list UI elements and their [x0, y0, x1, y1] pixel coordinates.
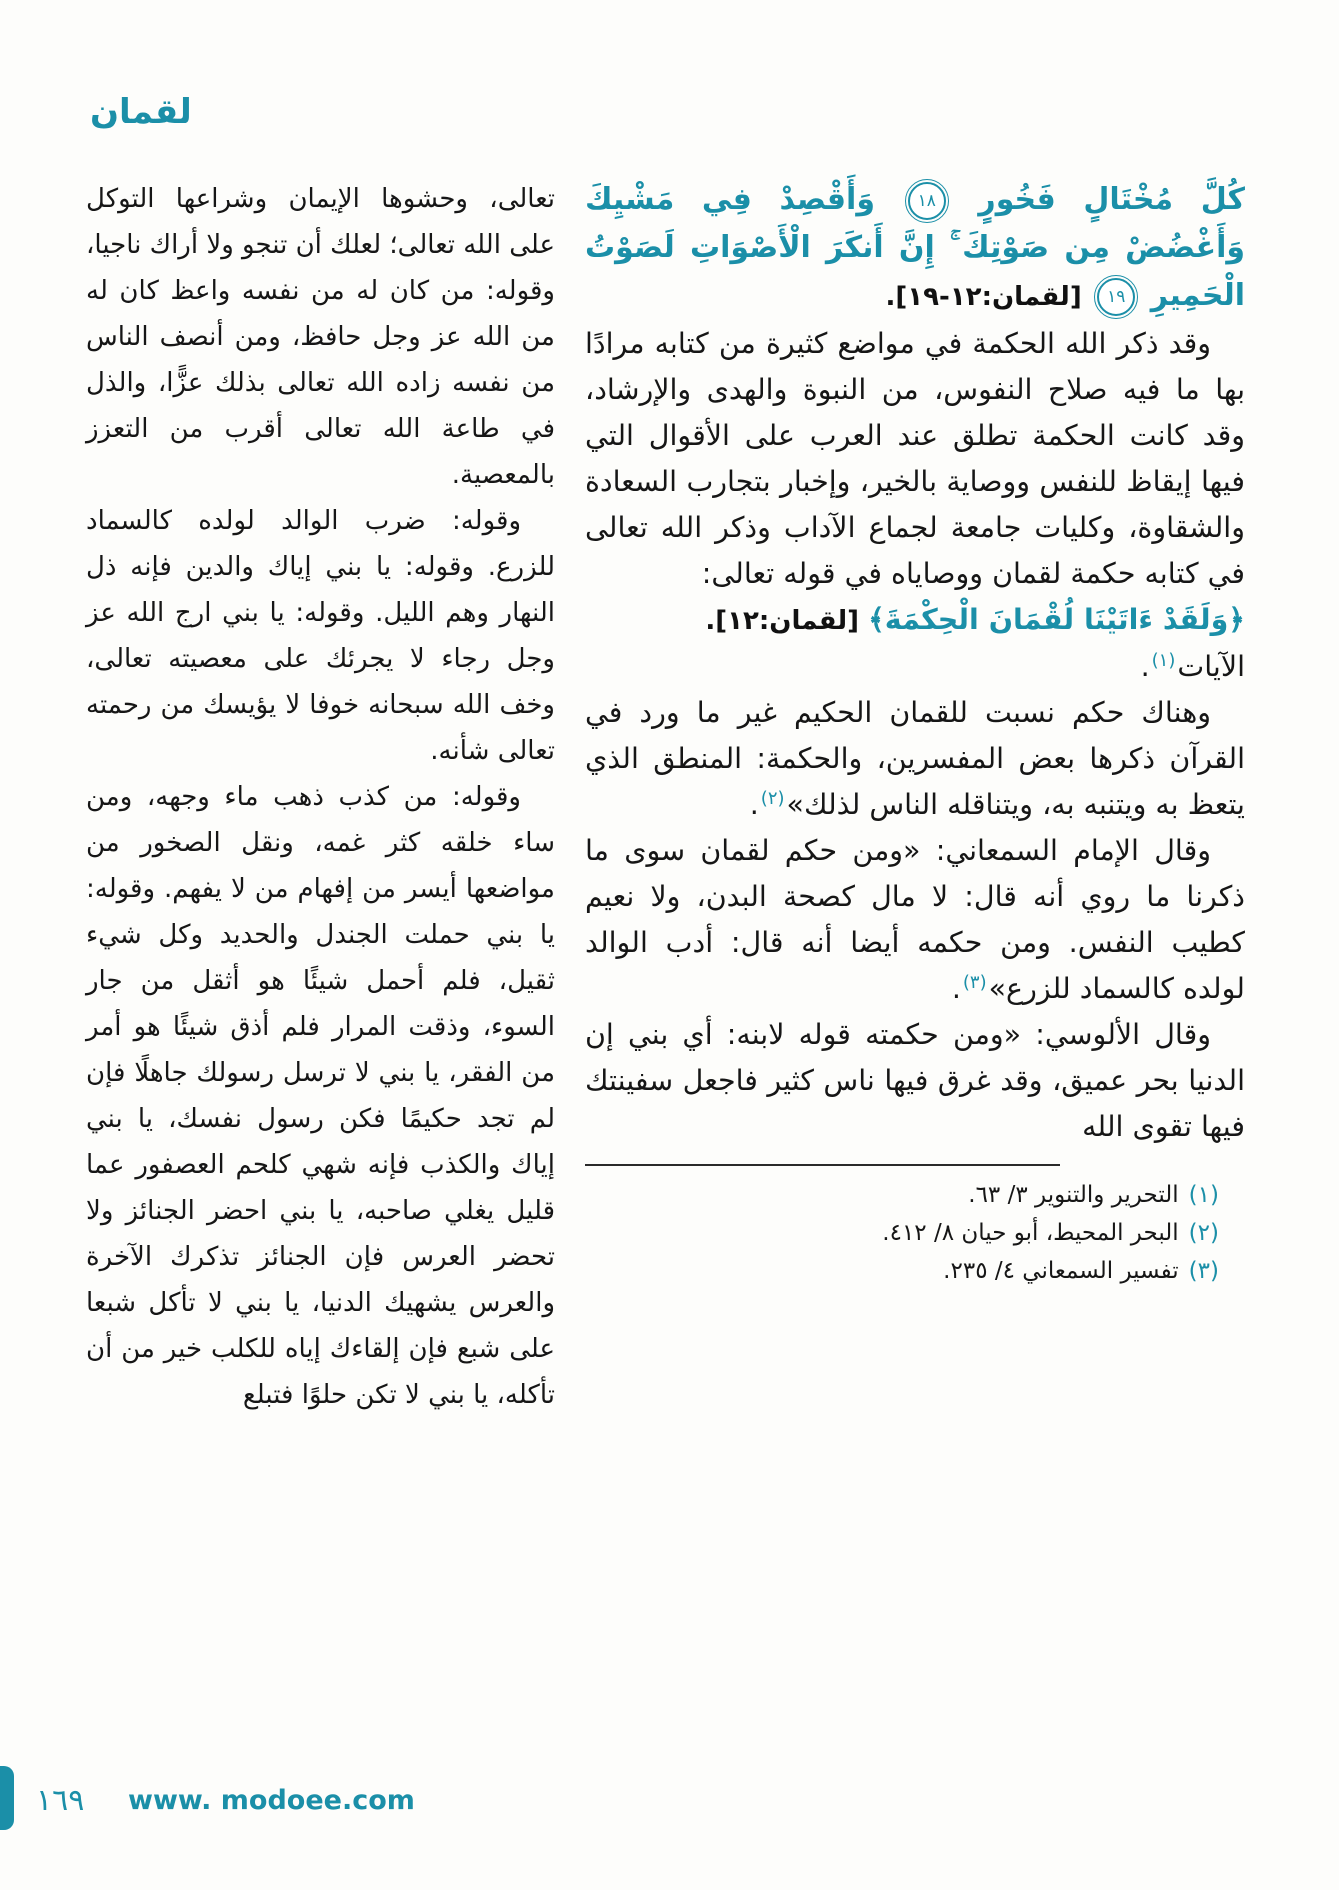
paragraph-samani	[585, 828, 1245, 1012]
paragraph-period: .	[951, 972, 961, 1005]
column-left	[86, 176, 555, 1418]
quran-verse-text: وَأَقْصِدْ فِي مَشْيِكَ وَأَغْضُضْ مِن صَوْتِكَ ۚ إِنَّ أَنكَرَ الْأَصْوَاتِ لَصَوْتُ الْحَمِيرِ	[585, 182, 1245, 313]
footnote-text: البحر المحيط، أبو حيان ٨/ ٤١٢.	[882, 1220, 1179, 1246]
footnote-text: التحرير والتنوير ٣/ ٦٣.	[968, 1182, 1179, 1208]
footnote-marker-1: (١)	[1151, 649, 1176, 671]
quran-verse-text: كُلَّ مُخْتَالٍ فَخُورٍ	[978, 182, 1245, 217]
verse-reference: [لقمان:١٢-١٩].	[885, 282, 1082, 312]
footnote-marker-3: (٣)	[962, 971, 987, 993]
paragraph-text: وهناك حكم نسبت للقمان الحكيم غير ما ورد في القرآن ذكرها بعض المفسرين، والحكمة: المنطق الذي يتعظ به ويتنبه به، ويتناقله الناس لذلك»	[585, 696, 1245, 821]
paragraph-hikam	[585, 690, 1245, 828]
quran-verse-block	[585, 176, 1245, 321]
footnote-row	[585, 1252, 1219, 1290]
page-content	[86, 176, 1245, 1418]
running-head: لقمان	[90, 92, 192, 132]
footnote-row	[585, 1214, 1219, 1252]
paragraph-hikmah-intro: وقد ذكر الله الحكمة في مواضع كثيرة من كتابه مرادًا بها ما فيه صلاح النفوس، من النبوة والهدى والإرشاد، وقد كانت الحكمة تطلق عند العرب على الأقوال التي فيها إيقاظ للنفس ووصاية بالخير، وإخبار بتجارب السعادة والشقاوة، وكليات جامعة لجماع الآداب وذكر الله تعالى في كتابه حكمة لقمان ووصاياه في قوله تعالى:	[585, 327, 1245, 590]
page-number: ١٦٩	[36, 1783, 85, 1818]
page-edge-marker	[0, 1766, 14, 1830]
ayat-period: .	[1140, 650, 1150, 683]
paragraph-text: وقال الإمام السمعاني: «ومن حكم لقمان سوى ما ذكرنا ما روي أنه قال: لا مال كصحة البدن، ولا نعيم كطيب النفس. ومن حكمه أيضا أنه قال: أدب الوالد لولده كالسماد للزرع»	[585, 834, 1245, 1005]
paragraph-luqman-sayings: وقوله: من كذب ذهب ماء وجهه، ومن ساء خلقه كثر غمه، ونقل الصخور من مواضعها أيسر من إفهام من لا يفهم. وقوله: يا بني حملت الجندل والحديد وكل شيء ثقيل، فلم أحمل شيئًا هو أثقل من جار السوء، وذقت المرار فلم أذق شيئًا هو أمر من الفقر، يا بني لا ترسل رسولك جاهلًا فإن لم تجد حكيمًا فكن رسول نفسك، يا بني إياك والكذب فإنه شهي كلحم العصفور عما قليل يغلي صاحبه، يا بني احضر الجنائز ولا تحضر العرس فإن الجنائز تذكرك الآخرة والعرس يشهيك الدنيا، يا بني لا تأكل شبعا على شبع فإن إلقاءك إياه للكلب خير من أن تأكله، يا بني لا تكن حلوًا فتبلع	[86, 782, 555, 1410]
ayat-word: الآيات	[1177, 650, 1245, 683]
footnote-number: (٢)	[1188, 1220, 1219, 1246]
paragraph-ayat	[585, 644, 1245, 690]
footnote-number: (٣)	[1188, 1258, 1219, 1284]
ayah-number-badge: ١٨	[908, 182, 946, 220]
inline-verse-text: وَلَقَدْ ءَاتَيْنَا لُقْمَانَ الْحِكْمَةَ	[884, 603, 1229, 636]
ayah-number-badge: ١٩	[1097, 278, 1135, 316]
website-url: www. modoee.com	[128, 1785, 415, 1816]
paragraph-continuation: تعالى، وحشوها الإيمان وشراعها التوكل على الله تعالى؛ لعلك أن تنجو ولا أراك ناجيا، وقوله: من كان له من نفسه واعظ كان له من الله عز وجل حافظ، ومن أنصف الناس من نفسه زاده الله تعالى بذلك عزًّا، والذل في طاعة الله تعالى أقرب من التعزز بالمعصية.	[86, 184, 555, 490]
footnote-number: (١)	[1188, 1182, 1219, 1208]
verse-close-bracket: ﴾	[868, 603, 885, 636]
paragraph-father-advice: وقوله: ضرب الوالد لولده كالسماد للزرع. وقوله: يا بني إياك والدين فإنه ذل النهار وهم الليل. وقوله: يا بني ارج الله عز وجل رجاء لا يجرئك على معصيته تعالى، وخف الله سبحانه خوفا لا يؤيسك من رحمته تعالى شأنه.	[86, 506, 555, 766]
footnote-marker-2: (٢)	[760, 787, 785, 809]
verse-open-bracket: ﴿	[1228, 603, 1245, 636]
paragraph-alusi: وقال الألوسي: «ومن حكمته قوله لابنه: أي بني إن الدنيا بحر عميق، وقد غرق فيها ناس كثير فاجعل سفينتك فيها تقوى الله	[585, 1018, 1245, 1143]
footnote-text: تفسير السمعاني ٤/ ٢٣٥.	[943, 1258, 1179, 1284]
paragraph-period: .	[749, 788, 759, 821]
footnote-separator	[585, 1164, 1060, 1166]
verse-reference: [لقمان:١٢].	[705, 606, 860, 636]
footnotes	[585, 1176, 1245, 1290]
column-right	[585, 176, 1245, 1418]
inline-verse-line	[585, 597, 1245, 644]
footnote-row	[585, 1176, 1219, 1214]
